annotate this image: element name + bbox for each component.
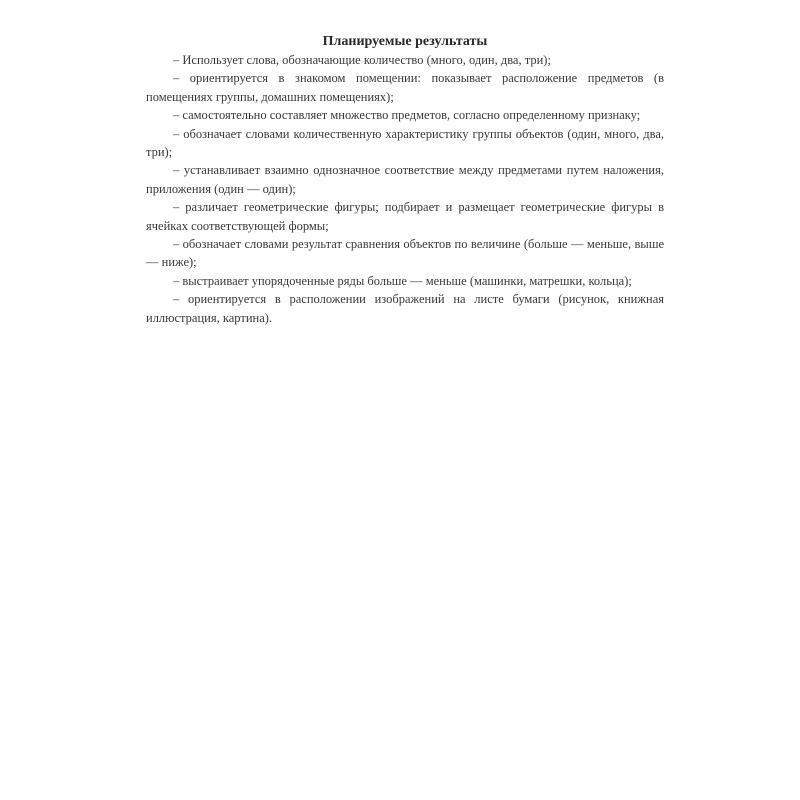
result-item-3: – самостоятельно составляет множество предметов, согласно определенному признаку; [173,108,641,123]
page-content [146,34,664,327]
result-item-6: – различает геометрические фигуры; подбирает и размещает геометрические фигуры в ячейках соответствующей формы; [146,200,664,233]
result-item-2: – ориентируется в знакомом помещении: показывает расположение предметов (в помещениях группы, домашних помещениях); [146,71,664,104]
results-list [146,51,664,327]
page-title: Планируемые результаты [322,34,488,49]
result-item-5: – устанавливает взаимно однозначное соответствие между предметами путем наложения, приложения (один — один); [146,163,664,196]
result-item-4: – обозначает словами количественную характеристику группы объектов (один, много, два, три); [146,126,664,160]
result-item-1: – Использует слова, обозначающие количество (много, один, два, три); [173,53,551,67]
result-item-9: – ориентируется в расположении изображений на листе бумаги (рисунок, книжная иллюстрация, картина). [146,292,664,325]
result-item-8: – выстраивает упорядоченные ряды больше — меньше (машинки, матрешки, кольца); [173,273,632,288]
result-item-7: – обозначает словами результат сравнения объектов по величине (больше — меньше, выше — ниже); [146,237,664,270]
